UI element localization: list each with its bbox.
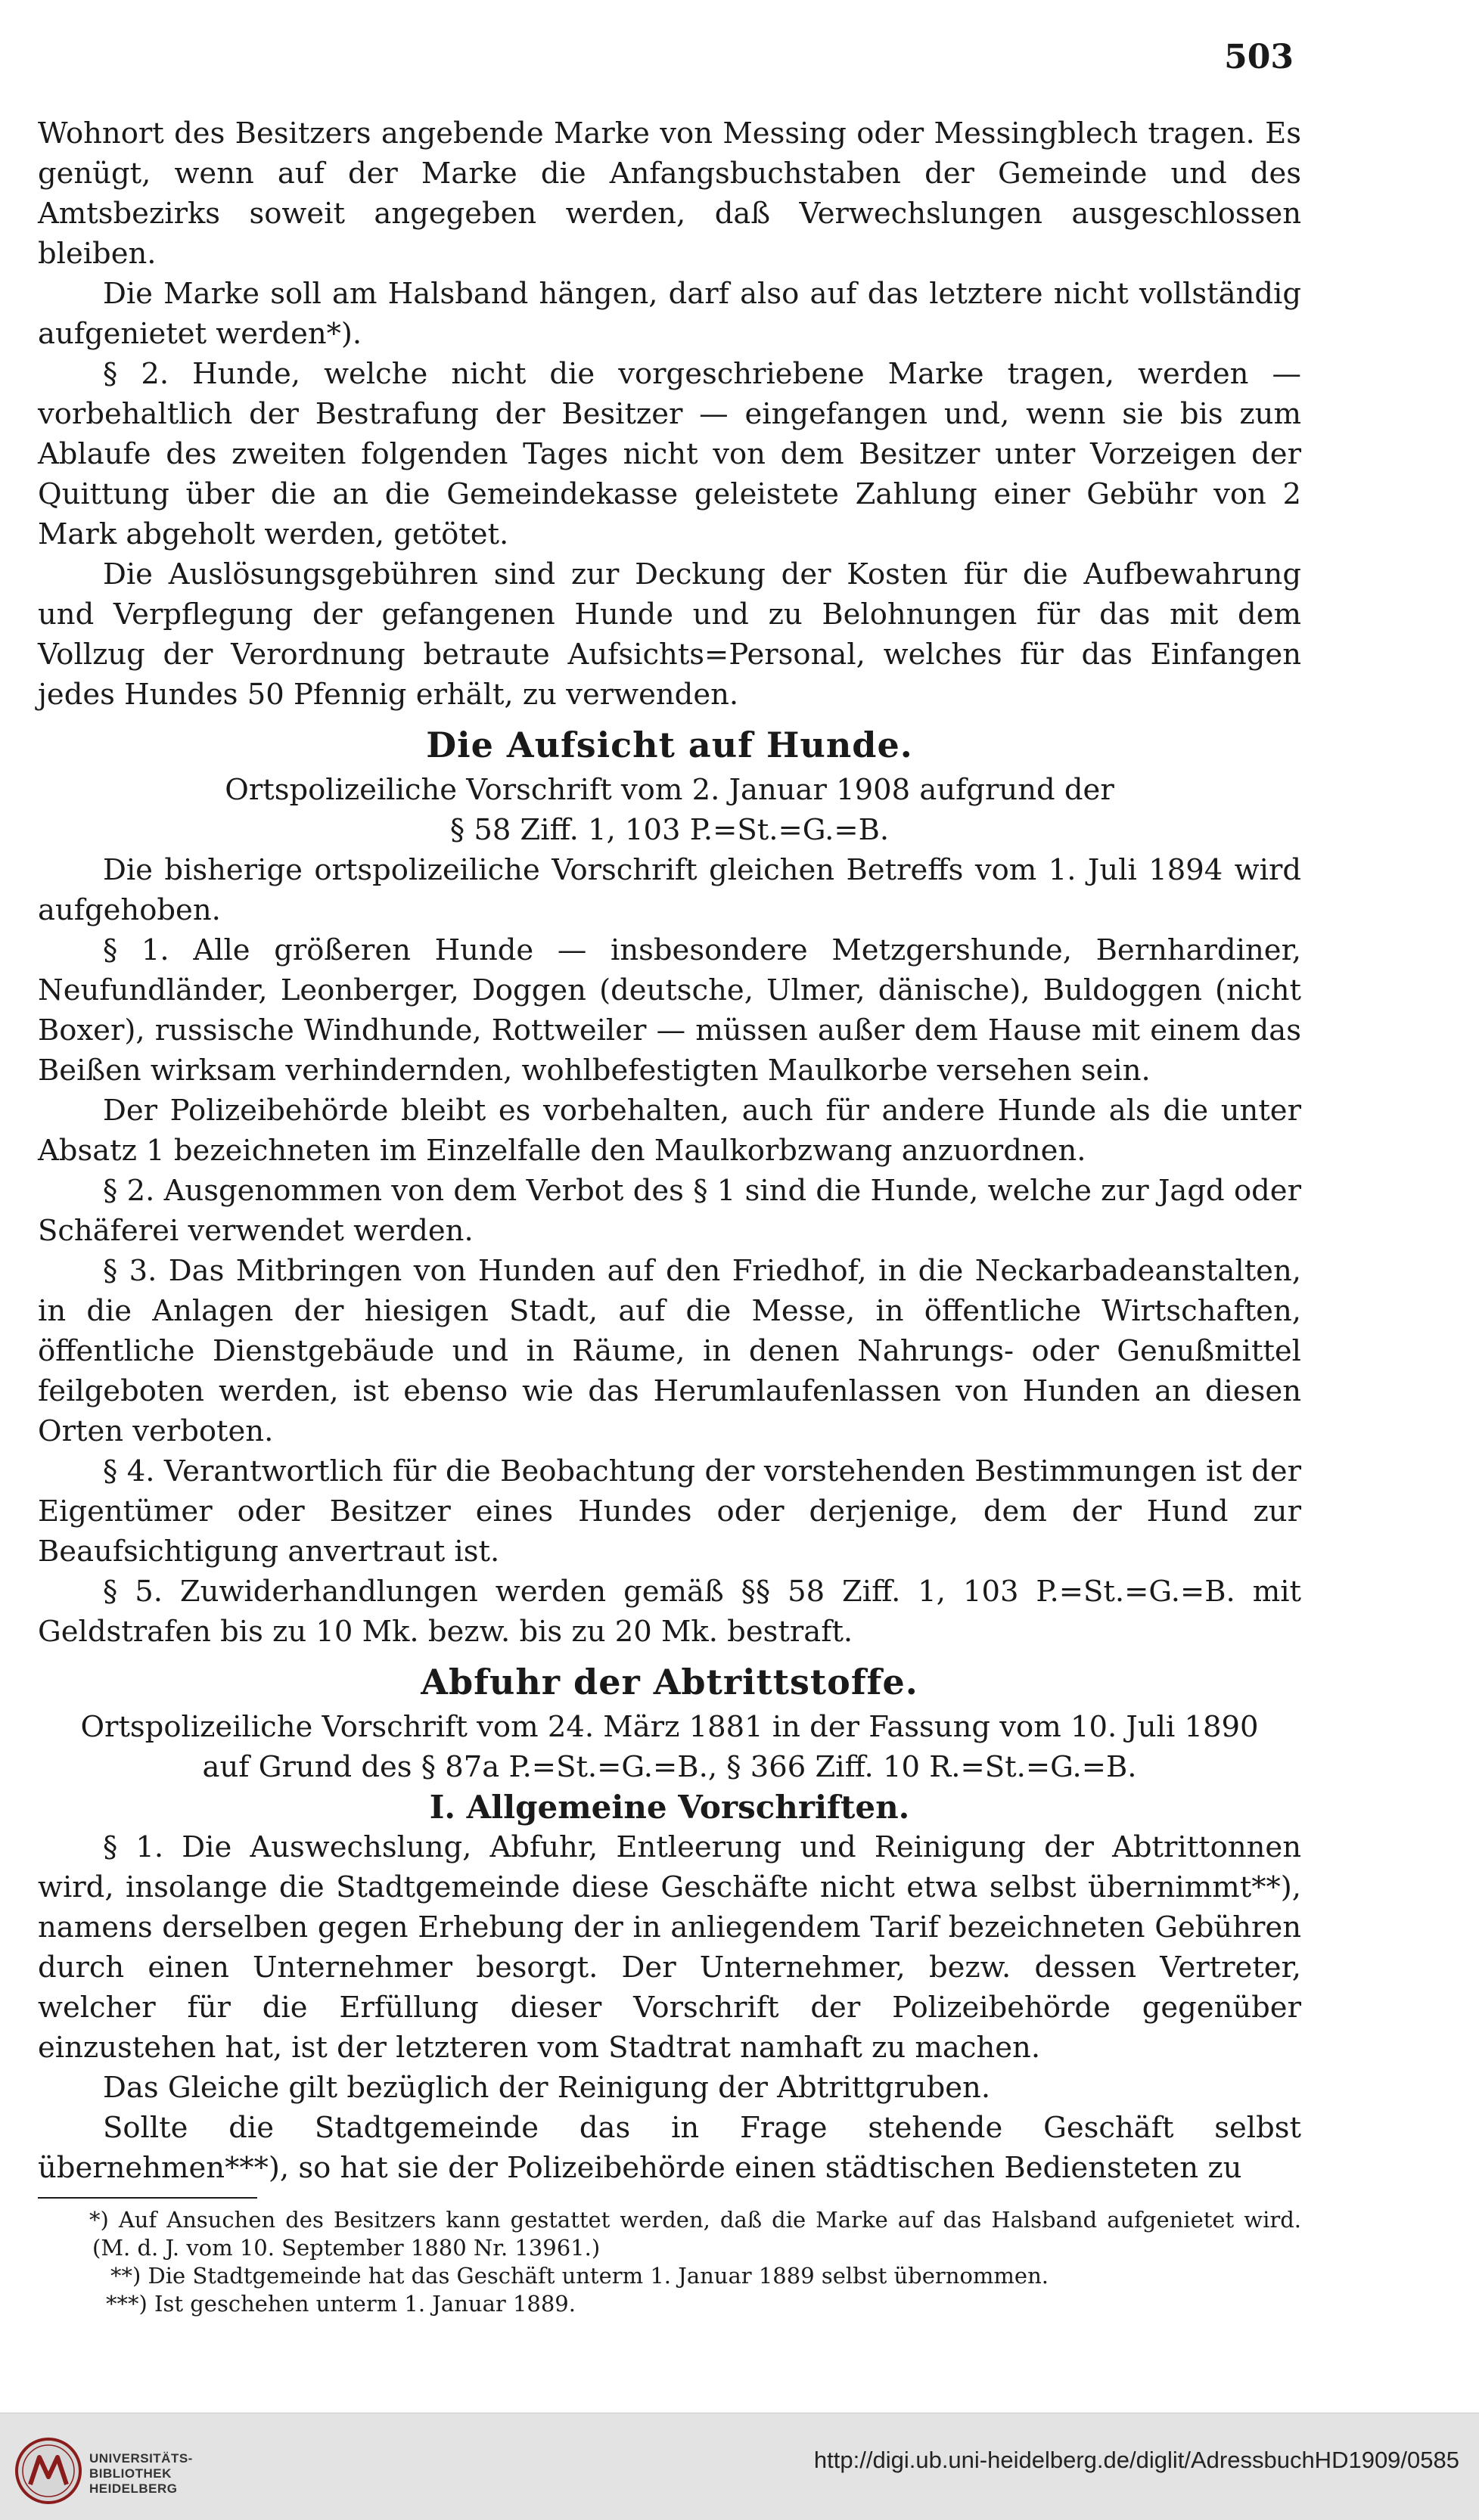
section-subtitle: § 58 Ziff. 1, 103 P.=St.=G.=B. — [449, 813, 890, 847]
paragraph: Die Marke soll am Halsband hängen, darf also auf das letztere nicht vollständig aufgenietet werden*). — [38, 277, 1301, 351]
paragraph: § 4. Verantwortlich für die Beobachtung der vorstehenden Bestimmungen ist der Eigentümer oder Besitzer eines Hundes oder derjenige, dem der Hund zur Beaufsichtigung anvertraut ist. — [38, 1454, 1301, 1569]
section-heading-abfuhr: Abfuhr der Abtrittstoffe. — [421, 1662, 918, 1702]
library-logo-text: UNIVERSITÄTS- BIBLIOTHEK HEIDELBERG — [89, 2451, 193, 2496]
paragraph: Der Polizeibehörde bleibt es vorbehalten, auch für andere Hunde als die unter Absatz 1 bezeichneten im Einzelfalle den Maulkorbzwang anzuordnen. — [38, 1094, 1301, 1168]
paragraph: § 3. Das Mitbringen von Hunden auf den Friedhof, in die Neckarbadeanstalten, in die Anlagen der hiesigen Stadt, auf die Messe, in öffentliche Wirtschaften, öffentliche Dienstgebäude und in Räume, in denen Nahrungs- oder Genußmittel feilgeboten werden, ist ebenso wie das Herumlaufenlassen von Hunden an diesen Orten verboten. — [38, 1254, 1301, 1448]
footnote: **) Die Stadtgemeinde hat das Geschäft unterm 1. Januar 1889 selbst übernommen. — [110, 2263, 1049, 2289]
section-subtitle: Ortspolizeiliche Vorschrift vom 24. März 1881 in der Fassung vom 10. Juli 1890 — [80, 1710, 1259, 1744]
paragraph: Sollte die Stadtgemeinde das in Frage stehende Geschäft selbst übernehmen***), so hat sie der Polizeibehörde einen städtischen Bediensteten zu — [38, 2111, 1301, 2185]
paragraph: Die bisherige ortspolizeiliche Vorschrift gleichen Betreffs vom 1. Juli 1894 wird aufgehoben. — [38, 853, 1301, 927]
page-number: 503 — [1224, 38, 1294, 76]
paragraph: Das Gleiche gilt bezüglich der Reinigung der Abtrittgruben. — [103, 2071, 991, 2105]
page-body — [38, 113, 1301, 2318]
section-subtitle: Ortspolizeiliche Vorschrift vom 2. Januar 1908 aufgrund der — [225, 773, 1114, 807]
footnote: ***) Ist geschehen unterm 1. Januar 1889. — [106, 2291, 576, 2317]
footnote-divider — [38, 2197, 257, 2199]
paragraph: § 2. Hunde, welche nicht die vorgeschriebene Marke tragen, werden — vorbehaltlich der Bestrafung der Besitzer — eingefangen und, wenn sie bis zum Ablaufe des zweiten folgenden Tages nicht von dem Besitzer unter Vorzeigen der Quittung über die an die Gemeindekasse geleistete Zahlung einer Gebühr von 2 Mark abgeholt werden, getötet. — [38, 357, 1301, 551]
section-subtitle: auf Grund des § 87a P.=St.=G.=B., § 366 Ziff. 10 R.=St.=G.=B. — [202, 1750, 1137, 1784]
subsection-heading: I. Allgemeine Vorschriften. — [429, 1789, 910, 1826]
viewer-footer — [0, 2413, 1479, 2520]
paragraph: § 1. Die Auswechslung, Abfuhr, Entleerung und Reinigung der Abtrittonnen wird, insolange die Stadtgemeinde diese Geschäfte nicht etwa selbst übernimmt**), namens derselben gegen Erhebung der in anliegendem Tarif bezeichneten Gebühren durch einen Unternehmer besorgt. Der Unternehmer, bezw. dessen Vertreter, welcher für die Erfüllung dieser Vorschrift der Polizeibehörde gegenüber einzustehen hat, ist der letzteren vom Stadtrat namhaft zu machen. — [38, 1830, 1301, 2065]
university-seal-icon — [14, 2436, 83, 2506]
paragraph: § 5. Zuwiderhandlungen werden gemäß §§ 58 Ziff. 1, 103 P.=St.=G.=B. mit Geldstrafen bis zu 10 Mk. bezw. bis zu 20 Mk. bestraft. — [38, 1575, 1301, 1649]
paragraph: Wohnort des Besitzers angebende Marke von Messing oder Messingblech tragen. Es genügt, wenn auf der Marke die Anfangsbuchstaben der Gemeinde und des Amtsbezirks soweit angegeben werden, daß Verwechslungen ausgeschlossen bleiben. — [38, 116, 1301, 271]
paragraph: Die Auslösungsgebühren sind zur Deckung der Kosten für die Aufbewahrung und Verpflegung der gefangenen Hunde und zu Belohnungen für das mit dem Vollzug der Verordnung betraute Aufsichts=Personal, welches für das Einfangen jedes Hundes 50 Pfennig erhält, zu verwenden. — [38, 557, 1301, 712]
paragraph: § 2. Ausgenommen von dem Verbot des § 1 sind die Hunde, welche zur Jagd oder Schäferei verwendet werden. — [38, 1174, 1301, 1248]
footnote: *) Auf Ansuchen des Besitzers kann gestattet werden, daß die Marke auf das Halsband aufgenietet wird. (M. d. J. vom 10. September 1880 Nr. 13961.) — [89, 2207, 1301, 2261]
section-heading-hunde: Die Aufsicht auf Hunde. — [426, 725, 913, 765]
paragraph: § 1. Alle größeren Hunde — insbesondere Metzgershunde, Bernhardiner, Neufundländer, Leonberger, Doggen (deutsche, Ulmer, dänische), Buldoggen (nicht Boxer), russische Windhunde, Rottweiler — müssen außer dem Hause mit einem das Beißen wirksam verhindernden, wohlbefestigten Maulkorbe versehen sein. — [38, 933, 1301, 1088]
permalink-url[interactable]: http://digi.ub.uni-heidelberg.de/diglit/AdressbuchHD1909/0585 — [813, 2447, 1459, 2473]
